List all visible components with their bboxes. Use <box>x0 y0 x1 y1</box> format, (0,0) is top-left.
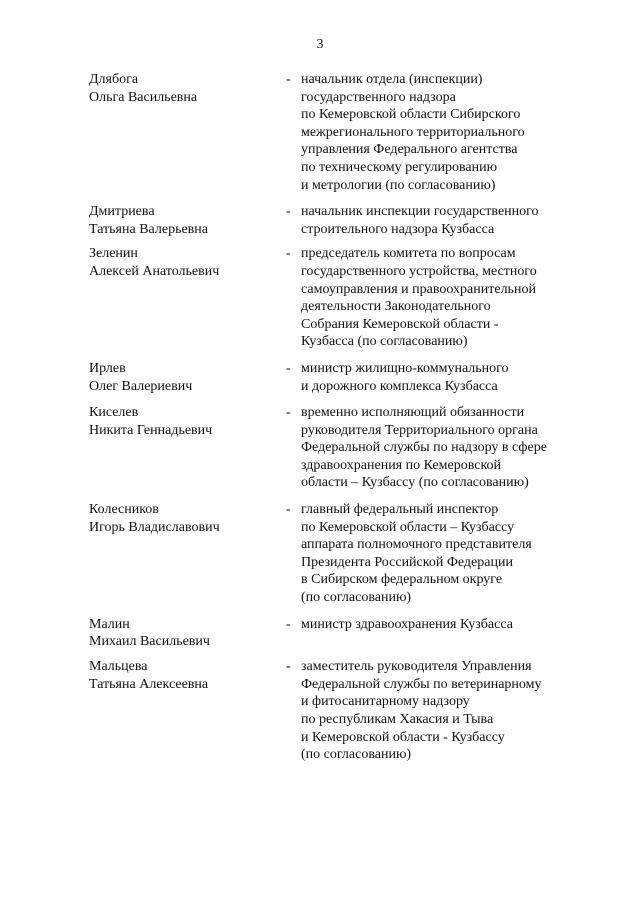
member-entry <box>0 658 640 764</box>
position-line: и Кемеровской области - Кузбассу <box>301 729 505 745</box>
position-line: (по согласованию) <box>301 747 412 763</box>
position-line: заместитель руководителя Управления <box>301 659 532 675</box>
position-line: начальник инспекции государственного <box>301 204 539 220</box>
page-number: 3 <box>316 37 324 52</box>
member-surname: Ирлев <box>89 360 126 376</box>
separator-dash: - <box>286 204 291 220</box>
separator-dash: - <box>286 405 291 421</box>
position-line: по республикам Хакасия и Тыва <box>301 712 494 727</box>
member-surname: Мальцева <box>89 659 148 675</box>
member-name <box>89 360 279 395</box>
member-position <box>301 71 601 194</box>
member-given-name: Татьяна Валерьевна <box>89 221 208 237</box>
member-position <box>301 360 601 395</box>
position-line: и дорожного комплекса Кузбасса <box>301 378 498 394</box>
position-line: в Сибирском федеральном округе <box>301 572 503 588</box>
member-entry <box>0 404 640 492</box>
position-line: Президента Российской Федерации <box>301 554 513 570</box>
member-name <box>89 245 279 280</box>
member-entry <box>0 71 640 194</box>
member-entry <box>0 203 640 238</box>
member-position <box>301 245 601 351</box>
position-line: Федеральной службы по надзору в сфере <box>301 440 547 456</box>
position-line: межрегионального территориального <box>301 124 525 140</box>
position-line: государственного надзора <box>301 89 456 105</box>
member-given-name: Михаил Васильевич <box>89 634 210 650</box>
member-position <box>301 616 601 634</box>
position-line: председатель комитета по вопросам <box>301 246 516 262</box>
member-name <box>89 658 279 693</box>
position-line: Федеральной службы по ветеринарному <box>301 676 542 692</box>
member-name <box>89 71 279 106</box>
member-surname: Колесников <box>89 502 159 518</box>
separator-dash: - <box>286 616 291 632</box>
position-line: по Кемеровской области – Кузбассу <box>301 519 515 535</box>
member-given-name: Ольга Васильевна <box>89 89 198 105</box>
member-position <box>301 203 601 238</box>
position-line: самоуправления и правоохранительной <box>301 281 536 297</box>
separator-dash: - <box>286 246 291 262</box>
member-name <box>89 404 279 439</box>
position-line: Кузбасса (по согласованию) <box>301 334 468 350</box>
position-line: руководителя Территориального органа <box>301 422 538 438</box>
member-entry <box>0 616 640 650</box>
position-line: деятельности Законодательного <box>301 299 491 315</box>
position-line: главный федеральный инспектор <box>301 502 499 518</box>
member-entry <box>0 360 640 395</box>
member-position <box>301 404 601 492</box>
position-line: временно исполняющий обязанности <box>301 405 525 421</box>
position-line: управления Федерального агентства <box>301 142 518 158</box>
member-surname: Киселев <box>89 405 139 421</box>
position-line: аппарата полномочного представителя <box>301 537 532 553</box>
position-line: строительного надзора Кузбасса <box>301 221 495 237</box>
member-given-name: Алексей Анатольевич <box>89 263 220 279</box>
member-list <box>0 71 640 764</box>
member-name <box>89 616 279 651</box>
position-line: государственного устройства, местного <box>301 263 537 279</box>
separator-dash: - <box>286 72 291 87</box>
member-given-name: Никита Геннадьевич <box>89 422 213 438</box>
member-surname: Длябога <box>89 72 139 87</box>
separator-dash: - <box>286 659 291 675</box>
member-given-name: Татьяна Алексеевна <box>89 676 209 692</box>
member-position <box>301 658 601 764</box>
separator-dash: - <box>286 502 291 518</box>
position-line: области – Кузбассу (по согласованию) <box>301 475 529 491</box>
member-surname: Зеленин <box>89 246 138 262</box>
position-line: министр здравоохранения Кузбасса <box>301 616 513 632</box>
member-position <box>301 501 601 607</box>
member-entry <box>0 245 640 351</box>
position-line: по Кемеровской области Сибирского <box>301 107 521 123</box>
position-line: и фитосанитарному надзору <box>301 694 470 710</box>
member-name <box>89 203 279 238</box>
member-entry <box>0 501 640 607</box>
position-line: здравоохранения по Кемеровской <box>301 457 502 473</box>
separator-dash: - <box>286 360 291 376</box>
position-line: (по согласованию) <box>301 590 412 606</box>
position-line: министр жилищно-коммунального <box>301 360 509 376</box>
position-line: и метрологии (по согласованию) <box>301 177 496 193</box>
member-given-name: Олег Валериевич <box>89 378 193 394</box>
position-line: начальник отдела (инспекции) <box>301 72 483 87</box>
position-line: Собрания Кемеровской области - <box>301 316 499 332</box>
member-given-name: Игорь Владиславович <box>89 519 220 535</box>
member-surname: Дмитриева <box>89 204 155 220</box>
member-surname: Малин <box>89 616 130 632</box>
member-name <box>89 501 279 536</box>
position-line: по техническому регулированию <box>301 159 498 175</box>
